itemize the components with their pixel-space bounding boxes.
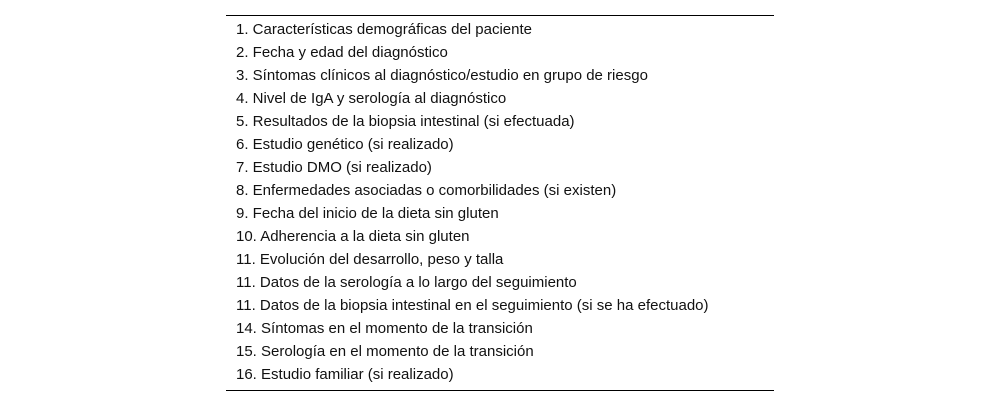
- list-item: 6. Estudio genético (si realizado): [236, 136, 454, 153]
- list-item: 16. Estudio familiar (si realizado): [236, 366, 454, 383]
- list-item: 11. Datos de la serología a lo largo del seguimiento: [236, 274, 577, 291]
- list-item: 3. Síntomas clínicos al diagnóstico/estudio en grupo de riesgo: [236, 67, 648, 84]
- list-item: 11. Datos de la biopsia intestinal en el seguimiento (si se ha efectuado): [236, 297, 709, 314]
- list-item: 2. Fecha y edad del diagnóstico: [236, 44, 448, 61]
- list-item: 14. Síntomas en el momento de la transición: [236, 320, 533, 337]
- list-item: 9. Fecha del inicio de la dieta sin gluten: [236, 205, 499, 222]
- list-item: 15. Serología en el momento de la transición: [236, 343, 534, 360]
- data-items-table: [226, 15, 774, 391]
- list-item: 11. Evolución del desarrollo, peso y talla: [236, 251, 504, 268]
- list-item: 10. Adherencia a la dieta sin gluten: [236, 228, 470, 245]
- list-item: 7. Estudio DMO (si realizado): [236, 159, 432, 176]
- list-item: 1. Características demográficas del paciente: [236, 21, 532, 38]
- list-item: 4. Nivel de IgA y serología al diagnóstico: [236, 90, 507, 107]
- list-item: 8. Enfermedades asociadas o comorbilidades (si existen): [236, 182, 617, 199]
- list-item: 5. Resultados de la biopsia intestinal (si efectuada): [236, 113, 575, 130]
